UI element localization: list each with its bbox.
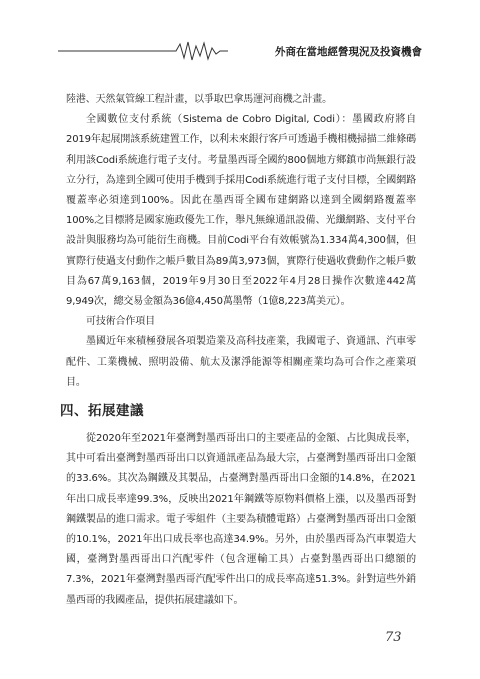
running-header [58, 40, 422, 64]
section-heading: 四、拓展建議 [60, 403, 144, 420]
paragraph-cooperation: 墨國近年來積極發展各項製造業及高科技產業，我國電子、資通訊、汽車零配件、工業機械、照明設備、航太及潔淨能源等相關產業均為可合作之產業項目。 [66, 336, 416, 388]
paragraph-recommendation: 從2020年至2021年臺灣對墨西哥出口的主要產品的金額、占比與成長率，其中可看出臺灣對墨西哥出口以資通訊產品為最大宗，占臺灣對墨西哥出口金額的33.6%。其次為鋼鐵及其製品，占臺灣對墨西哥出口金額的14.8%，在2021年出口成長率達99.3%，反映出2021年鋼鐵等原物料價格上漲，以及墨西哥對鋼鐵製品的進口需求。電子零組件（主要為積體電路）占臺灣對墨西哥出口金額的10.1%，2021年出口成長率也高達34.9%。另外，由於墨西哥為汽車製造大國，臺灣對墨西哥出口汽配零件（包含運輸工具）占臺對墨西哥出口總額的7.3%，2021年臺灣對墨西哥汽配零件出口的成長率高達51.3%。針對這些外銷墨西哥的我國產品，提供拓展建議如下。 [66, 433, 416, 606]
paragraph-codi: 全國數位支付系統（Sistema de Cobro Digital, Codi）：墨國政府將自2019年起展開該系統建置工作，以利未來銀行客戶可透過手機相機掃描二維條碼利用該Codi系統進行電子支付。考量墨西哥全國約800個地方鄉鎮市尚無銀行設立分行，為達到全國可使用手機到手採用Codi系統進行電子支付目標，全國網路覆蓋率必須達到100%。因此在墨西哥全國布建網路以達到全國網路覆蓋率100%之目標將是國家施政優先工作，舉凡無線通訊設備、光纖網路、支付平台設計與服務均為可能衍生商機。目前Codi平台有效帳號為1.334萬4,300個，但實際行使過支付動作之帳戶數目為89萬3,973個，實際行使過收費動作之帳戶數目為67萬9,163個，2019年9月30日至2022年4月28日操作次數達442萬9,949次，總交易金額為36億4,450萬墨幣（1億8,223萬美元）。 [66, 114, 416, 308]
page-number: 73 [385, 630, 402, 645]
body-content [60, 90, 416, 611]
paragraph-continuation: 陸港、天然氣管線工程計畫，以爭取巴拿馬運河商機之計畫。 [66, 94, 332, 105]
header-title: 外商在當地經營現況及投資機會 [275, 46, 422, 58]
paragraph-cooperation-title: 可技術合作項目 [86, 316, 155, 328]
